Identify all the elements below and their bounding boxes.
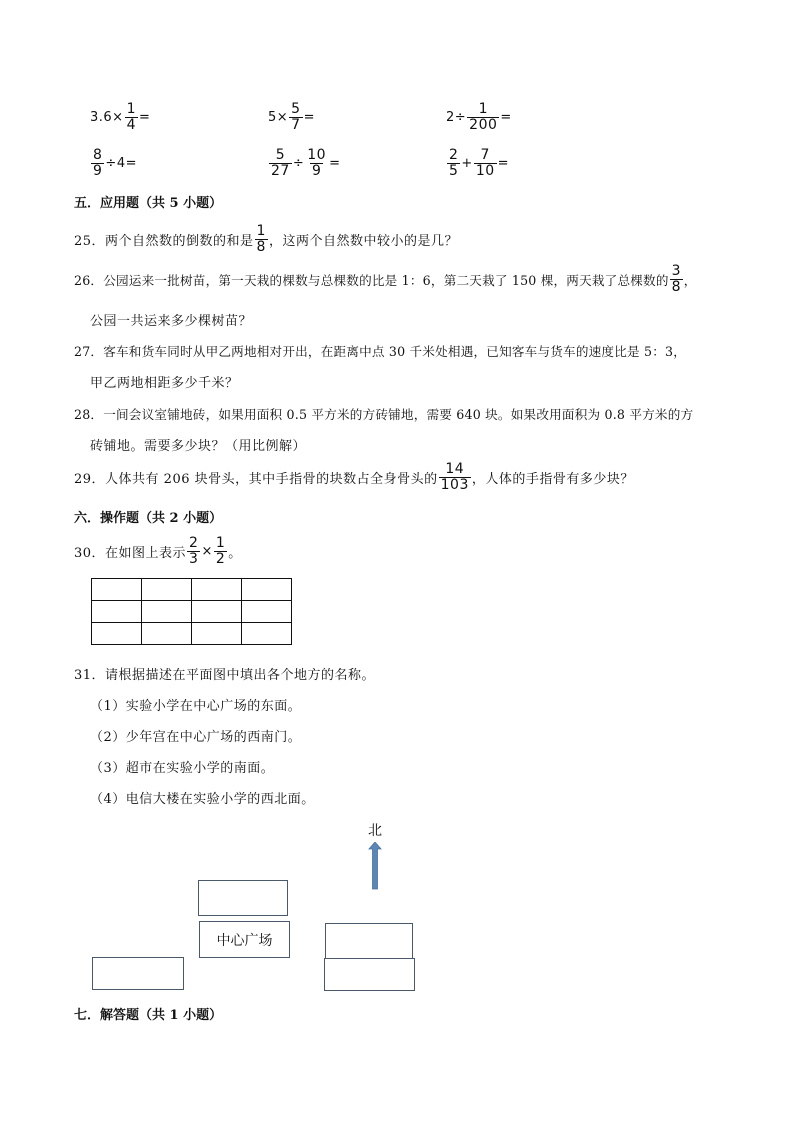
numerator: 1 xyxy=(478,101,488,117)
fraction xyxy=(125,102,138,133)
question-30 xyxy=(74,536,242,567)
numerator: 1 xyxy=(215,535,226,551)
denominator: 2 xyxy=(215,551,226,567)
fraction xyxy=(474,148,497,179)
grid-cell[interactable] xyxy=(142,623,192,645)
numerator: 1 xyxy=(126,101,136,117)
fraction xyxy=(269,148,292,179)
map-box-center xyxy=(199,921,290,958)
question-text: ， xyxy=(683,273,697,288)
fraction xyxy=(305,148,328,179)
numerator: 2 xyxy=(189,535,199,551)
calc-text: = xyxy=(497,156,510,171)
numerator: 7 xyxy=(480,147,490,163)
denominator: 8 xyxy=(256,239,266,255)
grid-cell[interactable] xyxy=(242,623,292,645)
calc-item-3 xyxy=(446,102,512,133)
map-box-east[interactable] xyxy=(325,923,413,959)
map-box-southeast[interactable] xyxy=(324,958,415,991)
calc-text: ÷ xyxy=(292,156,305,171)
calc-text: = xyxy=(139,110,151,125)
fraction xyxy=(214,536,227,567)
center-plaza-label: 中心广场 xyxy=(216,932,273,949)
fraction-grid xyxy=(91,578,292,645)
fraction xyxy=(439,462,471,493)
question-28-line2: 砖铺地。需要多少块？（用比例解） xyxy=(90,439,307,454)
question-26-line2: 公园一共运来多少棵树苗？ xyxy=(90,314,253,329)
numerator: 2 xyxy=(449,147,459,163)
calc-text: ÷4= xyxy=(105,156,137,171)
section-heading-6: 六．操作题（共 2 小题） xyxy=(74,511,223,526)
question-text: 26．公园运来一批树苗，第一天栽的棵数与总棵数的比是 1：6，第二天栽了 150 棵，两天栽了总棵数的 xyxy=(74,273,669,288)
denominator: 4 xyxy=(126,117,136,133)
denominator: 200 xyxy=(469,117,498,133)
grid-cell[interactable] xyxy=(92,623,142,645)
denominator: 27 xyxy=(271,163,290,179)
question-31-item-2: （2）少年宫在中心广场的西南门。 xyxy=(90,730,302,745)
calc-item-2 xyxy=(268,102,315,133)
fraction xyxy=(255,224,268,255)
section-heading-7: 七．解答题（共 1 小题） xyxy=(74,1008,223,1023)
question-text: ，这两个自然数中较小的是几？ xyxy=(268,234,458,249)
calc-item-1 xyxy=(90,102,150,133)
operator: × xyxy=(201,544,213,559)
numerator: 10 xyxy=(307,147,327,163)
denominator: 9 xyxy=(311,163,322,179)
map-box-north[interactable] xyxy=(198,880,288,916)
numerator: 5 xyxy=(275,147,286,163)
grid-cell[interactable] xyxy=(92,579,142,601)
fraction xyxy=(187,536,200,567)
north-arrow-icon xyxy=(368,842,382,890)
denominator: 5 xyxy=(449,163,459,179)
denominator: 8 xyxy=(671,279,681,295)
calc-text: = xyxy=(303,110,315,125)
calc-text: 5× xyxy=(268,110,289,125)
grid-cell[interactable] xyxy=(242,601,292,623)
question-text: 。 xyxy=(228,546,242,561)
fraction xyxy=(447,148,460,179)
question-text: 25．两个自然数的倒数的和是 xyxy=(74,234,254,249)
grid-cell[interactable] xyxy=(92,601,142,623)
question-31-item-1: （1）实验小学在中心广场的东面。 xyxy=(90,699,302,714)
fraction xyxy=(289,102,302,133)
question-31-item-4: （4）电信大楼在实验小学的西北面。 xyxy=(90,792,315,807)
question-27-line2: 甲乙两地相距多少千米？ xyxy=(90,376,239,391)
denominator: 103 xyxy=(440,477,469,493)
section-heading-5: 五．应用题（共 5 小题） xyxy=(74,196,223,211)
denominator: 3 xyxy=(189,551,199,567)
fraction xyxy=(91,148,104,179)
calc-item-5 xyxy=(268,148,340,179)
grid-cell[interactable] xyxy=(242,579,292,601)
question-31-item-3: （3）超市在实验小学的南面。 xyxy=(90,761,275,776)
question-text: ，人体的手指骨有多少块？ xyxy=(471,472,634,487)
question-31-line1: 31．请根据描述在平面图中填出各个地方的名称。 xyxy=(74,668,376,683)
question-26 xyxy=(74,264,697,295)
grid-cell[interactable] xyxy=(142,601,192,623)
fraction xyxy=(467,102,499,133)
numerator: 3 xyxy=(671,263,681,279)
calc-text: + xyxy=(461,156,473,171)
numerator: 14 xyxy=(445,461,465,477)
denominator: 9 xyxy=(93,163,103,179)
denominator: 7 xyxy=(291,117,301,133)
question-25 xyxy=(74,224,458,255)
grid-cell[interactable] xyxy=(192,623,242,645)
calc-text: 2÷ xyxy=(446,110,467,125)
calc-text: = xyxy=(329,156,341,171)
question-text: 30．在如图上表示 xyxy=(74,546,187,561)
calc-text: 3.6× xyxy=(90,110,124,125)
denominator: 10 xyxy=(475,163,495,179)
question-28-line1: 28．一间会议室铺地砖，如果用面积 0.5 平方米的方砖铺地，需要 640 块。如果改用面积为 0.8 平方米的方 xyxy=(74,407,694,422)
question-text: 29．人体共有 206 块骨头，其中手指骨的块数占全身骨头的 xyxy=(74,472,438,487)
numerator: 8 xyxy=(93,147,103,163)
north-label: 北 xyxy=(368,823,382,839)
question-27-line1: 27．客车和货车同时从甲乙两地相对开出，在距离中点 30 千米处相遇，已知客车与货车的速度比是 5：3， xyxy=(74,344,687,359)
question-29 xyxy=(74,462,634,493)
numerator: 1 xyxy=(256,223,266,239)
map-box-southwest[interactable] xyxy=(92,957,184,990)
numerator: 5 xyxy=(291,101,301,117)
calc-item-4 xyxy=(90,148,137,179)
grid-cell[interactable] xyxy=(192,579,242,601)
calc-text: = xyxy=(500,110,512,125)
grid-cell[interactable] xyxy=(192,601,242,623)
calc-item-6 xyxy=(446,148,509,179)
grid-cell[interactable] xyxy=(142,579,192,601)
fraction xyxy=(670,264,683,295)
